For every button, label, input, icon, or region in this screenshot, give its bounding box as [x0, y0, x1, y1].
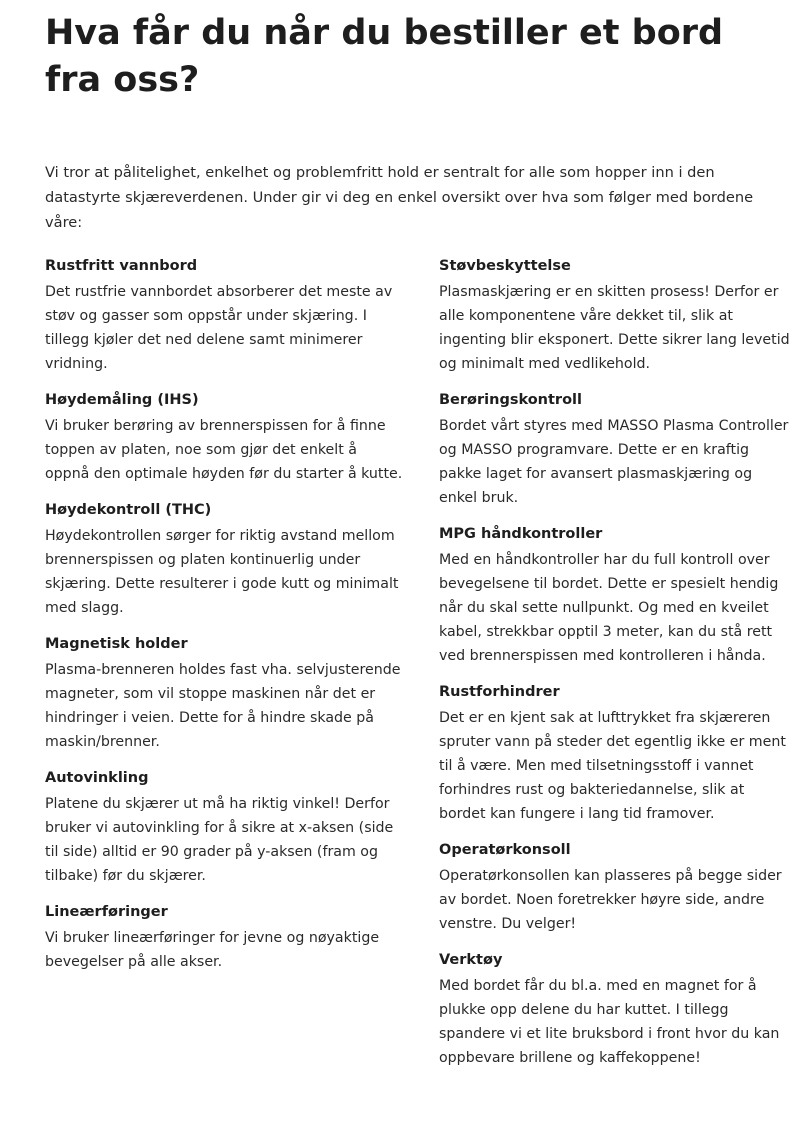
feature-item	[45, 256, 405, 376]
feature-title: Høydekontroll (THC)	[45, 502, 212, 518]
feature-item	[45, 500, 405, 620]
feature-description: Plasma-brenneren holdes fast vha. selvjusterende magneter, som vil stoppe maskinen når det er hindringer i veien. Dette for å hindre skade på maskin/brenner.	[45, 662, 401, 750]
feature-item	[45, 902, 405, 974]
feature-item	[439, 950, 794, 1070]
feature-title: Verktøy	[439, 952, 503, 968]
feature-title: Rustforhindrer	[439, 684, 560, 700]
feature-description: Vi bruker berøring av brennerspissen for å finne toppen av platen, noe som gjør det enkelt å oppnå den optimale høyden før du starter å kutte.	[45, 418, 403, 482]
feature-item	[45, 768, 405, 888]
feature-description: Platene du skjærer ut må ha riktig vinkel! Derfor bruker vi autovinkling for å sikre at x-aksen (side til side) alltid er 90 grader på y-aksen (fram og tilbake) før du skjærer.	[45, 796, 394, 884]
features-left-column	[45, 256, 405, 988]
feature-item	[439, 682, 794, 826]
page-title: Hva får du når du bestiller et bord fra oss?	[45, 13, 724, 100]
feature-item	[439, 840, 794, 936]
feature-item	[45, 390, 405, 486]
feature-item	[439, 256, 794, 376]
features-right-column	[439, 256, 794, 1084]
feature-description: Vi bruker lineærføringer for jevne og nøyaktige bevegelser på alle akser.	[45, 930, 380, 970]
feature-description: Operatørkonsollen kan plasseres på begge sider av bordet. Noen foretrekker høyre side, andre venstre. Du velger!	[439, 868, 782, 932]
feature-title: Magnetisk holder	[45, 636, 188, 652]
intro-paragraph: Vi tror at pålitelighet, enkelhet og problemfritt hold er sentralt for alle som hopper inn i den datastyrte skjæreverdenen. Under gir vi deg en enkel oversikt over hva som følger med bordene våre:	[45, 164, 754, 231]
feature-description: Det rustfrie vannbordet absorberer det meste av støv og gasser som oppstår under skjæring. I tillegg kjøler det ned delene samt minimerer vridning.	[45, 284, 393, 372]
feature-title: Rustfritt vannbord	[45, 258, 198, 274]
feature-title: Støvbeskyttelse	[439, 258, 571, 274]
feature-title: MPG håndkontroller	[439, 526, 603, 542]
feature-title: Berøringskontroll	[439, 392, 582, 408]
feature-item	[45, 634, 405, 754]
feature-title: Lineærføringer	[45, 904, 168, 920]
feature-description: Med en håndkontroller har du full kontroll over bevegelsene til bordet. Dette er spesielt hendig når du skal sette nullpunkt. Og med en kveilet kabel, strekkbar opptil 3 meter, kan du stå rett ved brennerspissen med kontrolleren i hånda.	[439, 552, 779, 664]
feature-title: Autovinkling	[45, 770, 149, 786]
feature-description: Med bordet får du bl.a. med en magnet for å plukke opp delene du har kuttet. I tillegg spandere vi et lite bruksbord i front hvor du kan oppbevare brillene og kaffekoppene!	[439, 978, 780, 1066]
feature-title: Høydemåling (IHS)	[45, 392, 199, 408]
feature-description: Bordet vårt styres med MASSO Plasma Controller og MASSO programvare. Dette er en kraftig pakke laget for avansert plasmaskjæring og enkel bruk.	[439, 418, 789, 506]
feature-item	[439, 524, 794, 668]
feature-item	[439, 390, 794, 510]
feature-title: Operatørkonsoll	[439, 842, 571, 858]
feature-description: Det er en kjent sak at lufttrykket fra skjæreren spruter vann på steder det egentlig ikke er ment til å være. Men med tilsetningsstoff i vannet forhindres rust og bakteriedannelse, slik at bordet kan fungere i lang tid framover.	[439, 710, 786, 822]
feature-description: Høydekontrollen sørger for riktig avstand mellom brennerspissen og platen kontinuerlig under skjæring. Dette resulterer i gode kutt og minimalt med slagg.	[45, 528, 399, 616]
feature-description: Plasmaskjæring er en skitten prosess! Derfor er alle komponentene våre dekket til, slik at ingenting blir eksponert. Dette sikrer lang levetid og minimalt med vedlikehold.	[439, 284, 790, 372]
